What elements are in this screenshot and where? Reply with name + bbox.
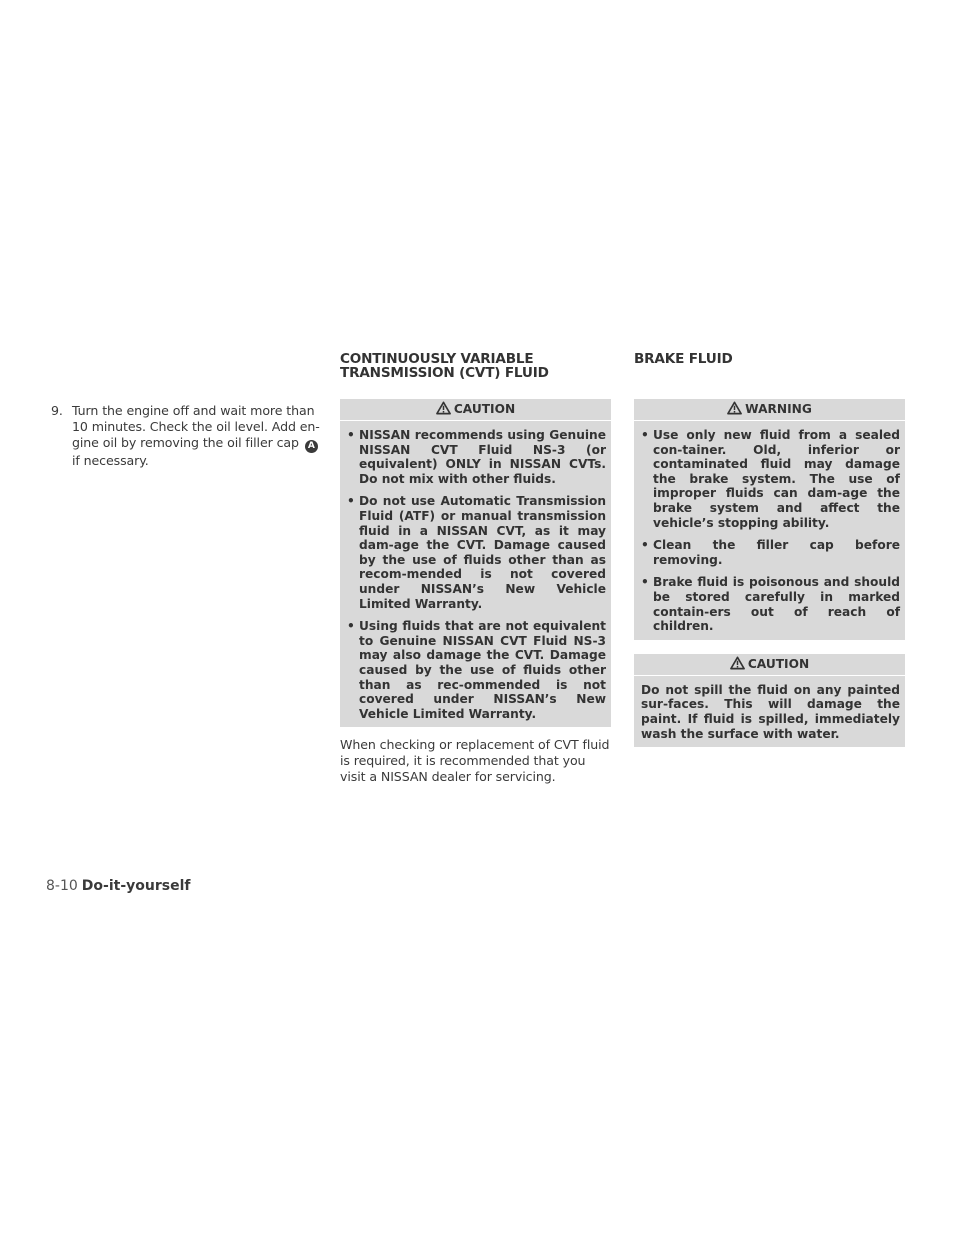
caution-item: • Do not use Automatic Transmission Fluid (ATF) or manual transmission fluid in a NISSAN CVT, as it may dam-age the CVT. Damage caused by the use of fluids other than as recom-mended is not covered under NISSAN’s New Vehicle Limited Warranty. xyxy=(347,494,606,611)
cvt-title-line2: TRANSMISSION (CVT) FLUID xyxy=(340,365,549,381)
page-footer xyxy=(46,878,190,894)
step-text: Turn the engine off and wait more than 10 minutes. Check the oil level. Add en-gine oil by removing the oil filler cap xyxy=(72,403,320,450)
caution-header xyxy=(340,399,611,421)
caution-label: CAUTION xyxy=(747,656,810,671)
warning-triangle-icon xyxy=(730,656,745,670)
warning-item: • Clean the filler cap before removing. xyxy=(641,538,900,567)
brake-fluid-section xyxy=(634,352,905,757)
warning-item: • Use only new fluid from a sealed con-tainer. Old, inferior or contaminated fluid may damage the brake system. The use of improper fluids can dam-age the brake system and affect the vehicle’s stopping ability. xyxy=(641,428,900,530)
left-column xyxy=(46,403,321,469)
brake-caution-text: Do not spill the fluid on any painted sur-faces. This will damage the paint. If fluid is spilled, immediately wash the surface with water. xyxy=(641,682,900,741)
step-9 xyxy=(46,403,321,469)
warning-item: • Brake fluid is poisonous and should be stored carefully in marked contain-ers out of reach of children. xyxy=(641,575,900,634)
chapter-title: Do-it-yourself xyxy=(81,878,191,894)
caution-item: • Using fluids that are not equivalent to Genuine NISSAN CVT Fluid NS-3 may also damage the CVT. Damage caused by the use of fluids other than as rec-ommended is not covered under NISSAN’s New Vehicle Limited Warranty. xyxy=(347,619,606,721)
step-number: 9. xyxy=(51,403,63,418)
step-tail: if necessary. xyxy=(72,453,149,468)
warning-header xyxy=(634,399,905,421)
warning-label: WARNING xyxy=(745,402,812,416)
caution-item: • NISSAN recommends using Genuine NISSAN CVT Fluid NS-3 (or equivalent) ONLY in NISSAN CVTs. Do not mix with other fluids. xyxy=(347,428,606,486)
cvt-caution-box xyxy=(340,399,611,727)
caution-header xyxy=(634,654,905,676)
warning-triangle-icon xyxy=(436,401,451,415)
cvt-paragraph: When checking or replacement of CVT fluid is required, it is recommended that you visit a NISSAN dealer for servicing. xyxy=(340,737,610,785)
page-number: 8-10 xyxy=(46,878,78,894)
cvt-fluid-section xyxy=(340,352,611,785)
brake-caution-box xyxy=(634,654,905,747)
brake-section-title: BRAKE FLUID xyxy=(634,351,733,367)
brake-warning-box xyxy=(634,399,905,640)
callout-a-icon: A xyxy=(305,440,318,453)
cvt-section-title xyxy=(340,352,611,380)
caution-label: CAUTION xyxy=(453,402,516,416)
brake-warning-list xyxy=(641,428,900,634)
cvt-caution-list xyxy=(347,428,606,721)
warning-triangle-icon xyxy=(727,401,742,415)
cvt-title-line1: CONTINUOUSLY VARIABLE xyxy=(340,351,534,367)
